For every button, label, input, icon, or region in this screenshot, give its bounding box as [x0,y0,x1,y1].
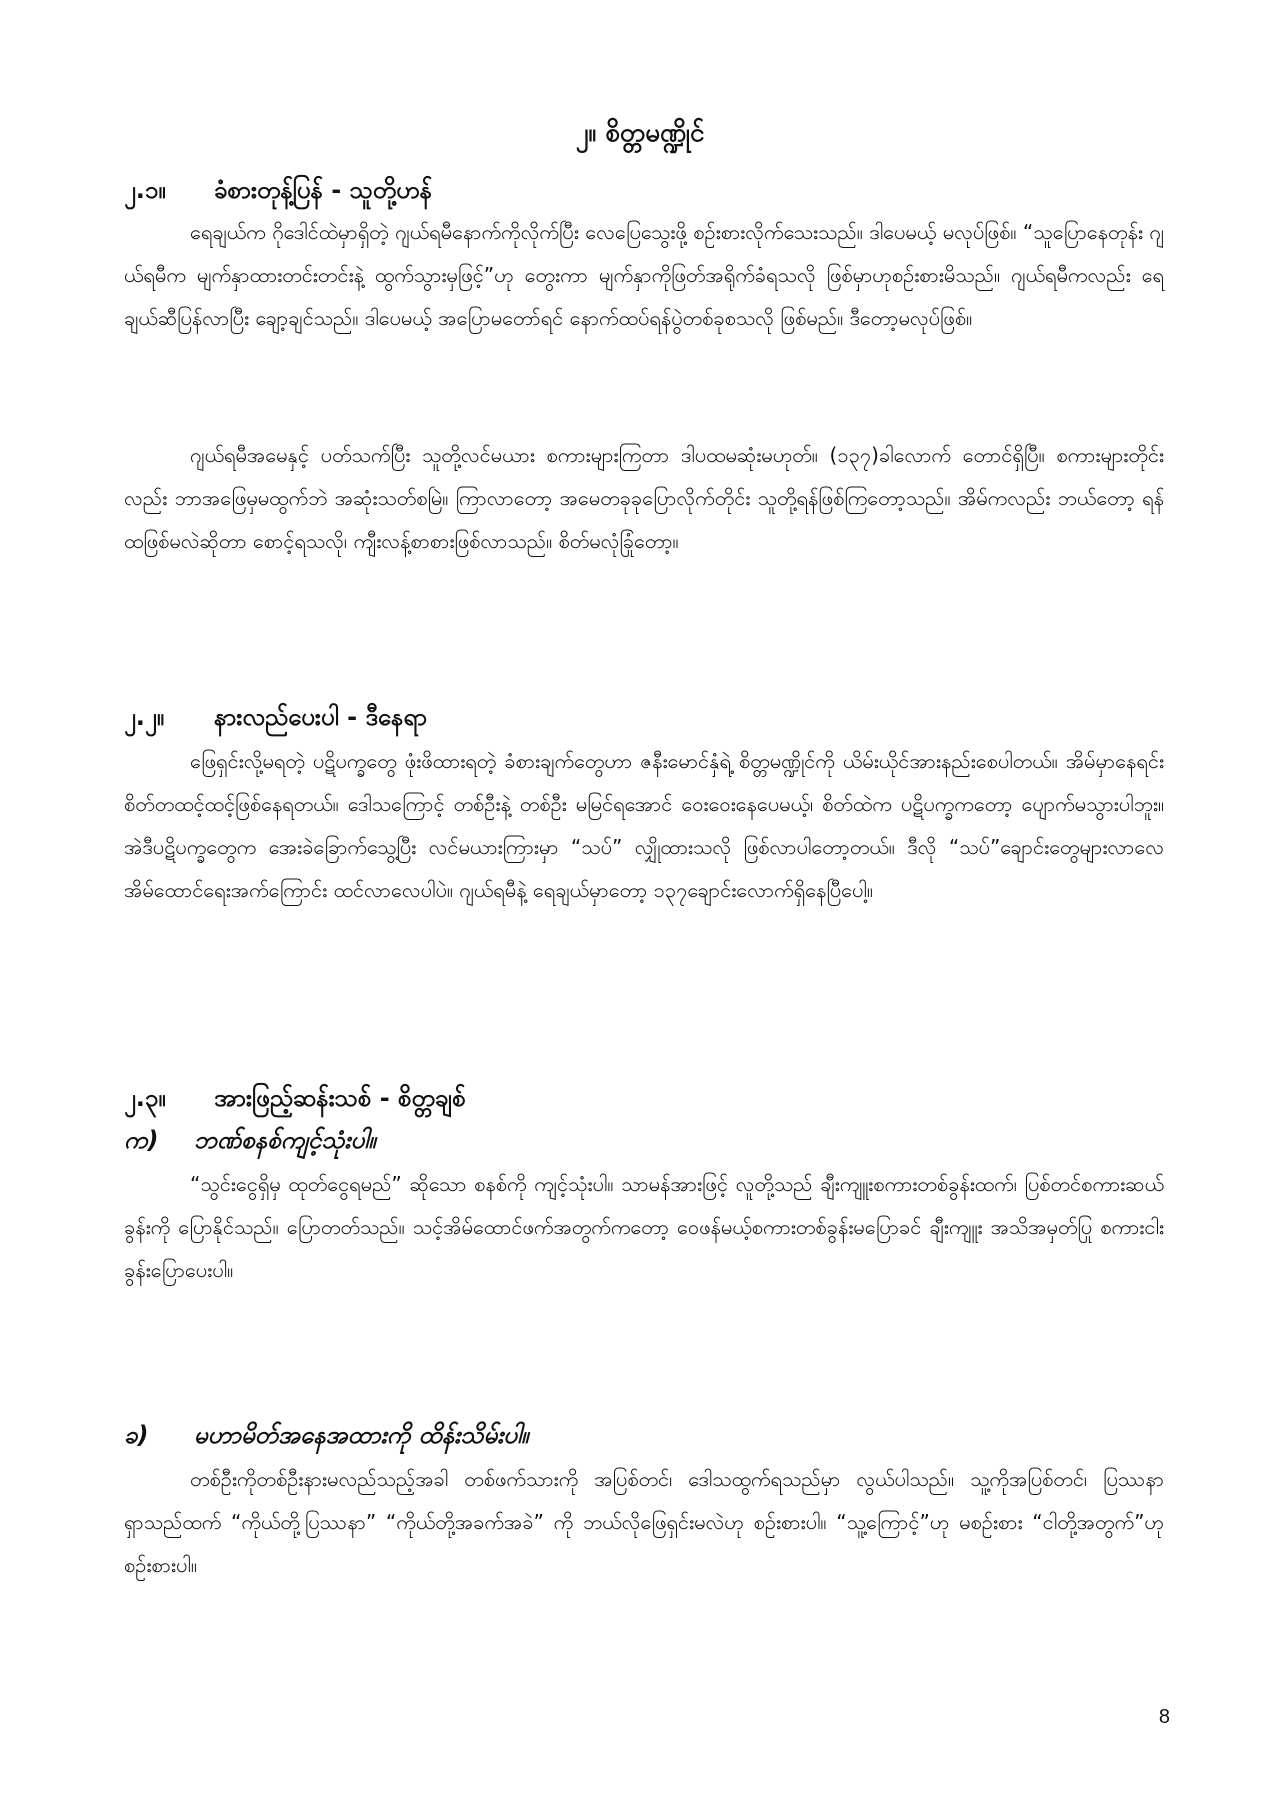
paragraph: “သွင်းငွေရှိမှ ထုတ်ငွေရမည်” ဆိုသော စနစ်ကို ကျင့်သုံးပါ။ သာမန်အားဖြင့် လူတို့သည် ချီးကျူးစကားတစ်ခွန်းထက်၊ ပြစ်တင်စကားဆယ်ခွန်းကို ပြောနိုင်သည်။ ပြောတတ်သည်။ သင့်အိမ်ထောင်ဖက်အတွက်ကတော့ ဝေဖန်မယ့်စကားတစ်ခွန်းမပြောခင် ချီးကျူး အသိအမှတ်ပြု စကားငါးခွန်းပြောပေးပါ။ [124,1172,1164,1282]
section-number: ၂.၂။ [124,703,164,731]
section-heading-2-2 [124,700,427,734]
section-title: အားဖြည့်ဆန်းသစ် - စိတ္တချစ် [214,1084,466,1112]
section-heading-2-3 [124,1081,466,1115]
section-heading-2-1 [124,173,432,207]
subsection-heading-kha [124,1418,529,1452]
section-title: နားလည်ပေးပါ - ဒီနေရာ [214,703,428,731]
subsection-title: မဟာမိတ်အနေအထားကို ထိန်းသိမ်းပါ။ [194,1421,529,1449]
section-title: ခံစားတုန့်ပြန် - သူတို့ဟန် [214,176,433,204]
subsection-heading-ka [124,1123,376,1157]
page-title: ၂။ စိတ္တမဏ္ဍိုင် [575,118,705,148]
section-number: ၂.၃။ [124,1084,166,1112]
subsection-label: က) [124,1126,159,1154]
page-number: 8 [1158,1706,1170,1728]
subsection-label: ခ) [124,1421,149,1449]
section-number: ၂.၁။ [124,176,166,204]
paragraph: တစ်ဦးကိုတစ်ဦးနားမလည်သည့်အခါ တစ်ဖက်သားကို အပြစ်တင်၊ ဒေါသထွက်ရသည်မှာ လွယ်ပါသည်။ သူ့ကိုအပြစ်တင်၊ ပြဿနာရှာသည်ထက် “ကိုယ်တို့ပြဿနာ” “ကိုယ်တို့အခက်အခဲ” ကို ဘယ်လိုဖြေရှင်းမလဲဟု စဉ်းစားပါ။ “သူ့ကြောင့်”ဟု မစဉ်းစား “ငါတို့အတွက်”ဟု စဉ်းစားပါ။ [124,1467,1164,1577]
paragraph: ဖြေရှင်းလို့မရတဲ့ ပဋိပက္ခတွေ ဖုံးဖိထားရတဲ့ ခံစားချက်တွေဟာ ဇနီးမောင်နှံရဲ့ စိတ္တမဏ္ဍိုင်ကို ယိမ်းယိုင်အားနည်းစေပါတယ်။ အိမ်မှာနေရင်း စိတ်တထင့်ထင့်ဖြစ်နေရတယ်။ ဒေါသကြောင့် တစ်ဦးနဲ့ တစ်ဦး မမြင်ရအောင် ဝေးဝေးနေပေမယ့်၊ စိတ်ထဲက ပဋိပက္ခကတော့ ပျောက်မသွားပါဘူး။ အဲဒီပဋိပက္ခတွေက အေးခဲခြောက်သွေ့ပြီး လင်မယားကြားမှာ “သပ်” လျှိုထားသလို ဖြစ်လာပါတော့တယ်။ ဒီလို “သပ်”ချောင်းတွေများလာလေ အိမ်ထောင်ရေးအက်ကြောင်း ထင်လာလေပါပဲ။ ဂျယ်ရမီနဲ့ ရေချယ်မှာတော့ ၁၃၇ချောင်းလောက်ရှိနေပြီပေါ့။ [124,749,1164,902]
paragraph: ရေချယ်က ဂိုဒေါင်ထဲမှာရှိတဲ့ ဂျယ်ရမီနောက်ကိုလိုက်ပြီး လေပြေသွေးဖို့ စဉ်းစားလိုက်သေးသည်။ ဒါပေမယ့် မလုပ်ဖြစ်။ “သူပြောနေတုန်း ဂျယ်ရမီက မျက်နှာထားတင်းတင်းနဲ့ ထွက်သွားမှဖြင့်”ဟု တွေးကာ မျက်နှာကိုဖြတ်အရိုက်ခံရသလို ဖြစ်မှာဟုစဉ်းစားမိသည်။ ဂျယ်ရမီကလည်း ရေချယ်ဆီပြန်လာပြီး ချော့ချင်သည်။ ဒါပေမယ့် အပြောမတော်ရင် နောက်ထပ်ရန်ပွဲတစ်ခုစသလို ဖြစ်မည်။ ဒီတော့မလုပ်ဖြစ်။ [124,220,1164,330]
subsection-title: ဘဏ်စနစ်ကျင့်သုံးပါ။ [194,1126,376,1154]
paragraph: ဂျယ်ရမီအမေနှင့် ပတ်သက်ပြီး သူတို့လင်မယား စကားများကြတာ ဒါပထမဆုံးမဟုတ်။ (၁၃၇)ခါလောက် တောင်ရှိပြီ။ စကားများတိုင်းလည်း ဘာအဖြေမှမထွက်ဘဲ အဆုံးသတ်စမြဲ။ ကြာလာတော့ အမေတခုခုပြောလိုက်တိုင်း သူတို့ရန်ဖြစ်ကြတော့သည်။ အိမ်ကလည်း ဘယ်တော့ ရန်ထဖြစ်မလဲဆိုတာ စောင့်ရသလို၊ ကျီးလန့်စာစားဖြစ်လာသည်။ စိတ်မလုံခြုံတော့။ [124,443,1164,553]
